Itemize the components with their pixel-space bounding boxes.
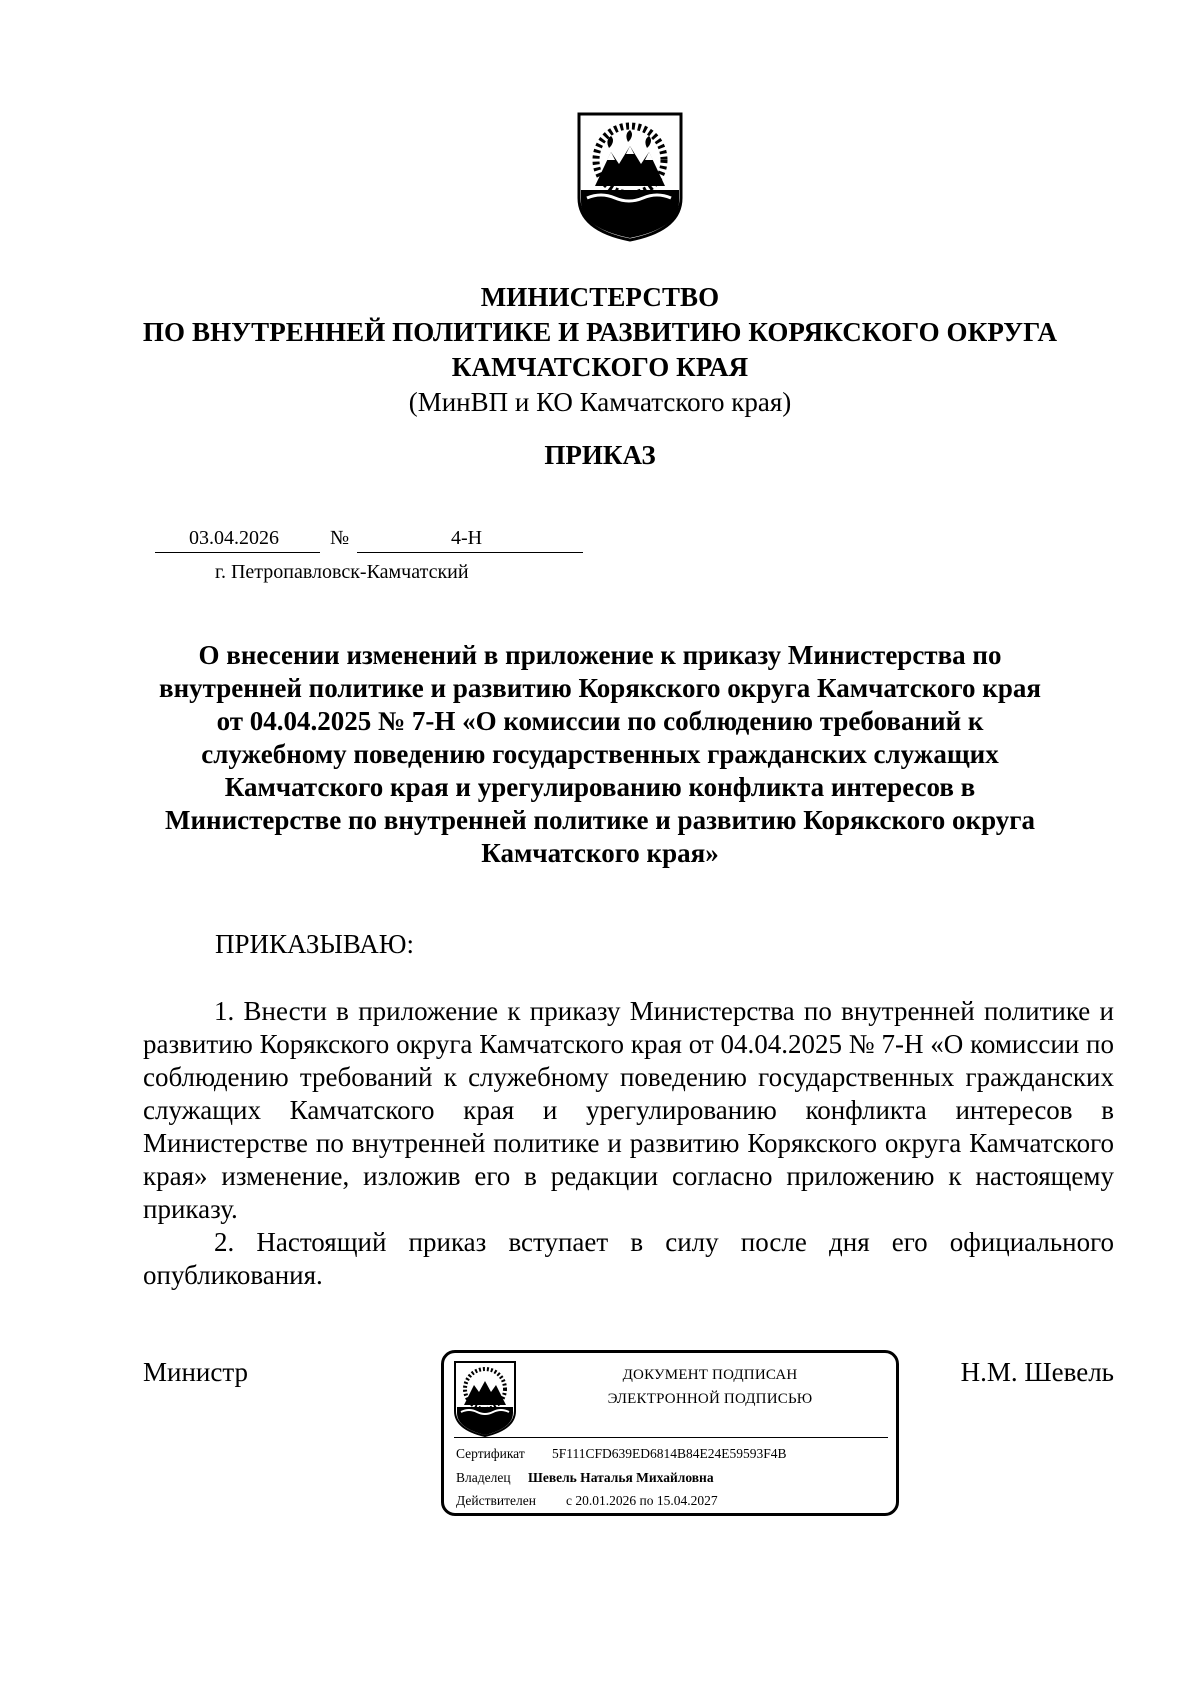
city: г. Петропавловск-Камчатский xyxy=(215,561,469,583)
ministry-short-name: (МинВП и КО Камчатского края) xyxy=(408,387,792,417)
order-date: 03.04.2026 xyxy=(189,527,279,549)
signer-name: Н.М. Шевель xyxy=(960,1357,1114,1387)
stamp-title-line-2: ЭЛЕКТРОННОЙ ПОДПИСЬЮ xyxy=(607,1391,813,1407)
paragraph-1: 1. Внести в приложение к приказу Министерства по внутренней политике и развитию Корякского округа Камчатского края от 04.04.2025 № 7-Н «О комиссии по соблюдению требований к служебному поведению государственных гражданских служащих Камчатского края и урегулированию конфликта интересов в Министерстве по внутренней политике и развитию Корякского округа Камчатского края» изменение, изложив его в редакции согласно приложению к настоящему приказу. xyxy=(143,996,1114,1224)
validity-label: Действителен xyxy=(456,1493,536,1508)
order-verb: ПРИКАЗЫВАЮ: xyxy=(215,929,414,959)
order-body xyxy=(143,995,1114,1292)
number-underline xyxy=(357,552,583,553)
stamp-title-line-1: ДОКУМЕНТ ПОДПИСАН xyxy=(622,1367,798,1383)
validity-value: с 20.01.2026 по 15.04.2027 xyxy=(566,1493,718,1508)
ministry-name-line-2: ПО ВНУТРЕННЕЙ ПОЛИТИКЕ И РАЗВИТИЮ КОРЯКСКОГО ОКРУГА xyxy=(142,317,1058,347)
ministry-name-line-3: КАМЧАТСКОГО КРАЯ xyxy=(451,352,749,382)
signer-position: Министр xyxy=(143,1357,248,1387)
registration-line xyxy=(155,525,583,553)
stamp-divider xyxy=(454,1437,888,1438)
stamp-certificate-row xyxy=(456,1445,787,1463)
owner-label: Владелец xyxy=(456,1470,511,1485)
coat-of-arms-icon xyxy=(577,112,683,242)
certificate-label: Сертификат xyxy=(456,1446,525,1461)
owner-value: Шевель Наталья Михайловна xyxy=(528,1470,714,1485)
stamp-owner-row xyxy=(456,1469,714,1487)
electronic-signature-stamp xyxy=(441,1350,899,1516)
ministry-header xyxy=(100,280,1100,420)
stamp-emblem-icon xyxy=(454,1361,516,1437)
stamp-header xyxy=(534,1363,886,1411)
number-sign: № xyxy=(330,527,350,549)
stamp-validity-row xyxy=(456,1492,718,1510)
date-underline xyxy=(155,552,320,553)
paragraph-2: 2. Настоящий приказ вступает в силу после дня его официального опубликования. xyxy=(143,1227,1114,1290)
document-type: ПРИКАЗ xyxy=(544,440,656,470)
certificate-value: 5F111CFD639ED6814B84E24E59593F4B xyxy=(552,1446,787,1461)
ministry-name-line-1: МИНИСТЕРСТВО xyxy=(480,282,720,312)
order-number: 4-Н xyxy=(451,527,483,549)
order-title: О внесении изменений в приложение к приказу Министерства по внутренней политике и развитию Корякского округа Камчатского края от 04.04.2025 № 7-Н «О комиссии по соблюдению требований к служебному поведению государственных гражданских служащих Камчатского края и урегулированию конфликта интересов в Министерстве по внутренней политике и развитию Корякского округа Камчатского края» xyxy=(159,640,1041,868)
